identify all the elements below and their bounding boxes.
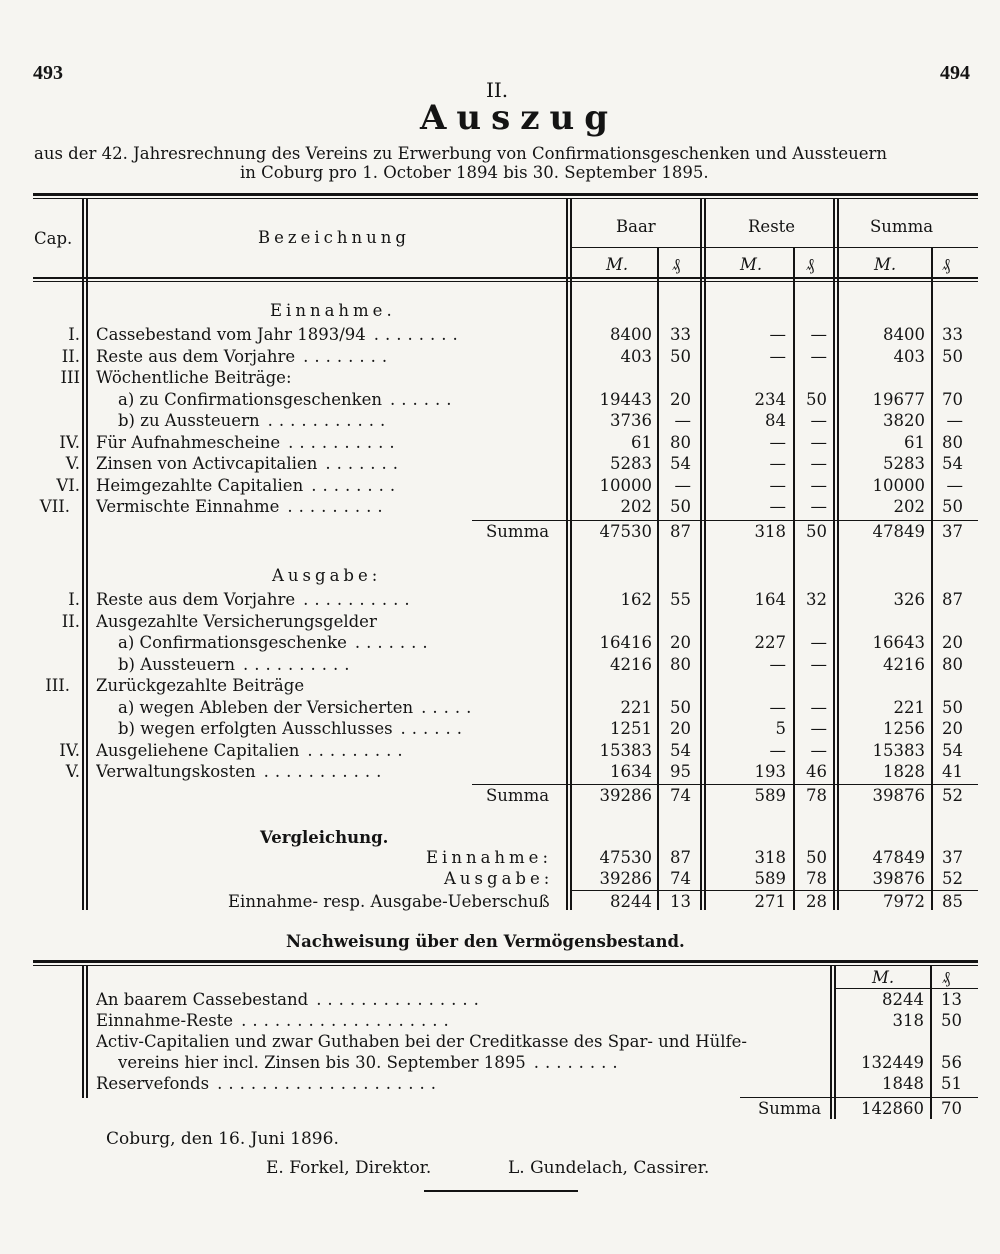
vergl-einnahme-baar-m: 47530 (599, 848, 652, 867)
ausgabe-row-summa-pf: 80 (942, 654, 963, 674)
ausgabe-row-baar-m: 221 (620, 697, 652, 717)
ausgabe-row-summa-m: 1828 (883, 762, 925, 781)
ausgabe-row-text: b) wegen erfolgten Ausschlusses (118, 719, 393, 738)
einnahme-row-summa-m: 19677 (872, 389, 925, 409)
ausgabe-row-dots: ......... (307, 740, 409, 760)
einnahme-row-baar-m: 403 (620, 346, 652, 366)
ausgabe-row-text: Zurückgezahlte Beiträge (96, 676, 305, 695)
nw-row-mark: 318 (892, 1011, 924, 1030)
einnahme-summa-reste-pf: 50 (806, 522, 827, 541)
einnahme-row-summa-m: 5283 (883, 454, 925, 473)
nw-header-pf: ₰ (942, 968, 951, 987)
einnahme-row-text: b) zu Aussteuern (118, 411, 260, 430)
einnahme-row-text: Vermischte Einnahme (96, 497, 280, 516)
nw-summa-rule (740, 1097, 978, 1098)
vergl-diff-summa-pf: 85 (942, 892, 963, 911)
einnahme-row-dots: ........... (267, 411, 392, 430)
ausgabe-row-reste-pf: — (810, 697, 827, 717)
ausgabe-summa-summa-m: 39876 (872, 786, 925, 805)
einnahme-row-cap: I. (68, 325, 80, 344)
einnahme-row-baar-pf: 54 (670, 454, 691, 473)
nw-row-dots: .................... (217, 1074, 442, 1093)
einnahme-row-dots: ........ (373, 325, 464, 344)
vergleichung-heading: Vergleichung. (260, 828, 389, 847)
einnahme-row-label (96, 476, 562, 495)
ausgabe-row-summa-pf: 41 (942, 762, 963, 781)
signature-cashier: L. Gundelach, Cassirer. (508, 1158, 710, 1178)
einnahme-row-baar-pf: 80 (670, 432, 691, 452)
einnahme-summa-label: Summa (486, 522, 550, 541)
ausgabe-row-summa-pf: 50 (942, 697, 963, 717)
einnahme-row-baar-m: 19443 (599, 389, 652, 409)
ausgabe-row-reste-pf: 32 (806, 590, 827, 609)
einnahme-summa-summa-m: 47849 (872, 522, 925, 541)
nw-summa-pf: 70 (941, 1099, 962, 1118)
einnahme-row-summa-m: 61 (904, 432, 925, 452)
nw-row-pf: 51 (941, 1074, 962, 1093)
einnahme-row-text: Zinsen von Activcapitalien (96, 454, 318, 473)
ausgabe-row-text: b) Aussteuern (118, 654, 236, 674)
einnahme-row-label (96, 433, 562, 452)
einnahme-row-label (96, 454, 562, 473)
ausgabe-row-label (96, 741, 562, 760)
nw-summa-mark: 142860 (861, 1099, 924, 1118)
einnahme-row-reste-m: — (769, 475, 786, 495)
ausgabe-row-baar-pf: 95 (670, 762, 691, 781)
einnahme-row-cap: V. (65, 454, 80, 473)
einnahme-row-baar-m: 8400 (610, 325, 652, 344)
ausgabe-row-summa-pf: 20 (942, 719, 963, 738)
ausgabe-row-baar-m: 1634 (610, 762, 652, 781)
ausgabe-row-baar-m: 1251 (610, 719, 652, 738)
einnahme-summa-baar-m: 47530 (599, 522, 652, 541)
header-bezeichnung: Bezeichnung (258, 228, 410, 247)
einnahme-row-reste-pf: — (810, 411, 827, 430)
ausgabe-row-reste-m: — (769, 697, 786, 717)
ausgabe-row-cap: II. (61, 611, 80, 631)
ausgabe-row-baar-pf: 50 (670, 697, 691, 717)
vergl-einnahme-baar-pf: 87 (670, 848, 691, 867)
nw-row-mark: 132449 (861, 1053, 924, 1072)
ausgabe-row-baar-pf: 80 (670, 654, 691, 674)
col-line-cap-2 (86, 199, 88, 910)
einnahme-row-reste-m: 234 (754, 389, 786, 409)
ausgabe-row-dots: .......... (243, 654, 356, 674)
einnahme-row-summa-m: 8400 (883, 325, 925, 344)
place-date: Coburg, den 16. Juni 1896. (106, 1129, 339, 1149)
nw-header-mark: M. (872, 968, 895, 987)
einnahme-row-summa-m: 3820 (883, 411, 925, 430)
nw-row-dots: ............... (316, 990, 485, 1009)
vergl-diff-baar-m: 8244 (610, 892, 652, 911)
einnahme-row-text: Heimgezahlte Capitalien (96, 475, 304, 495)
einnahme-row-label (96, 347, 562, 366)
vergl-diff-baar-pf: 13 (670, 892, 691, 911)
einnahme-row-summa-pf: 33 (942, 325, 963, 344)
einnahme-row-summa-pf: 54 (942, 454, 963, 473)
vergl-ausgabe-reste-m: 589 (754, 869, 786, 888)
vergleichung-diff-label: Einnahme- resp. Ausgabe-Ueberschuß (228, 892, 550, 911)
ausgabe-row-summa-pf: 87 (942, 590, 963, 609)
ausgabe-row-reste-pf: — (810, 719, 827, 738)
nw-row-text: An baarem Cassebestand (96, 990, 309, 1009)
nw-line-left (82, 966, 84, 1098)
ausgabe-row-baar-m: 16416 (599, 633, 652, 652)
einnahme-row-reste-pf: 50 (806, 389, 827, 409)
ausgabe-row-label (96, 762, 562, 781)
nw-line-left-2 (86, 966, 88, 1098)
einnahme-row-reste-m: — (769, 325, 786, 344)
nw-header-rule (834, 988, 978, 989)
ausgabe-row-label (96, 612, 562, 631)
header-reste-pf: ₰ (806, 255, 815, 274)
einnahme-summa-summa-pf: 37 (942, 522, 963, 541)
nw-row-label (96, 1011, 826, 1030)
ausgabe-row-label (96, 590, 562, 609)
einnahme-row-text: Reste aus dem Vorjahre (96, 346, 296, 366)
ausgabe-row-label (118, 698, 562, 717)
einnahme-row-label (96, 368, 562, 387)
ausgabe-row-baar-pf: 54 (670, 740, 691, 760)
einnahme-row-dots: ........ (303, 346, 394, 366)
header-baar-mark: M. (606, 255, 629, 274)
einnahme-row-baar-pf: 50 (670, 346, 691, 366)
ausgabe-summa-reste-pf: 78 (806, 786, 827, 805)
ausgabe-row-reste-pf: — (810, 633, 827, 652)
einnahme-row-summa-m: 202 (893, 497, 925, 516)
einnahme-row-baar-m: 5283 (610, 454, 652, 473)
vergl-diff-reste-m: 271 (754, 892, 786, 911)
nw-row-label-2 (118, 1053, 826, 1072)
header-baar-pf: ₰ (672, 255, 681, 274)
nachweisung-top-rule (33, 960, 978, 963)
ausgabe-row-reste-m: — (769, 654, 786, 674)
ausgabe-row-dots: .......... (303, 590, 416, 609)
nw-summa-label: Summa (758, 1099, 822, 1118)
ausgabe-row-baar-m: 4216 (610, 654, 652, 674)
einnahme-row-text: Für Aufnahmescheine (96, 432, 281, 452)
nw-row-dots-2: ........ (533, 1053, 624, 1072)
einnahme-row-reste-m: — (769, 497, 786, 516)
ausgabe-row-cap: III. (45, 676, 70, 695)
einnahme-row-reste-m: — (769, 432, 786, 452)
einnahme-row-dots: ........ (311, 475, 402, 495)
table-top-rule (33, 193, 978, 196)
ausgabe-row-summa-m: 1256 (883, 719, 925, 738)
einnahme-row-text: a) zu Confirmationsgeschenken (118, 389, 383, 409)
einnahme-summa-reste-m: 318 (754, 522, 786, 541)
nachweisung-heading: Nachweisung über den Vermögensbestand. (286, 932, 685, 951)
header-cap: Cap. (34, 229, 73, 248)
einnahme-row-reste-m: — (769, 346, 786, 366)
ausgabe-row-reste-m: 164 (754, 590, 786, 609)
ausgabe-row-reste-pf: 46 (806, 762, 827, 781)
einnahme-row-text: Wöchentliche Beiträge: (96, 368, 292, 387)
einnahme-row-baar-m: 202 (620, 497, 652, 516)
ausgabe-summa-label: Summa (486, 786, 550, 805)
einnahme-row-label (96, 497, 562, 516)
vergl-einnahme-summa-m: 47849 (872, 848, 925, 867)
ausgabe-row-baar-m: 15383 (599, 740, 652, 760)
ausgabe-row-reste-m: 5 (775, 719, 786, 738)
header-reste-mark: M. (740, 255, 763, 274)
vergl-ausgabe-baar-m: 39286 (599, 869, 652, 888)
header-summa-pf: ₰ (942, 255, 951, 274)
nw-row-text: Einnahme-Reste (96, 1011, 234, 1030)
einnahme-row-dots: ...... (390, 389, 458, 409)
einnahme-row-baar-pf: — (674, 411, 691, 430)
ausgabe-row-dots: ..... (421, 697, 478, 717)
header-summa-mark: M. (874, 255, 897, 274)
nw-row-mark: 8244 (882, 990, 924, 1009)
header-baar: Baar (616, 217, 656, 236)
ausgabe-summa-reste-m: 589 (754, 786, 786, 805)
ausgabe-row-summa-m: 221 (893, 697, 925, 717)
ausgabe-row-baar-m: 162 (620, 590, 652, 609)
nw-row-pf: 13 (941, 990, 962, 1009)
nw-row-text: Reservefonds (96, 1074, 210, 1093)
ausgabe-row-summa-m: 326 (893, 590, 925, 609)
vergl-einnahme-summa-pf: 37 (942, 848, 963, 867)
subtitle-line-2: in Coburg pro 1. October 1894 bis 30. September 1895. (240, 163, 709, 182)
vergl-diff-summa-m: 7972 (883, 892, 925, 911)
einnahme-row-reste-pf: — (810, 454, 827, 473)
ausgabe-row-text: Ausgeliehene Capitalien (96, 740, 300, 760)
ausgabe-summa-rule (472, 784, 978, 785)
ausgabe-row-summa-pf: 54 (942, 740, 963, 760)
einnahme-row-summa-pf: — (946, 411, 963, 430)
einnahme-row-baar-pf: — (674, 475, 691, 495)
header-summa: Summa (870, 217, 934, 236)
vergl-diff-reste-pf: 28 (806, 892, 827, 911)
ausgabe-heading: Ausgabe: (272, 566, 382, 585)
ausgabe-row-reste-pf: — (810, 654, 827, 674)
ausgabe-summa-baar-m: 39286 (599, 786, 652, 805)
nw-row-label (96, 990, 826, 1009)
signature-director: E. Forkel, Direktor. (266, 1158, 432, 1178)
einnahme-row-label (118, 390, 562, 409)
einnahme-row-reste-pf: — (810, 346, 827, 366)
nw-row-label (96, 1032, 826, 1051)
section-number: II. (486, 78, 509, 102)
ausgabe-row-summa-m: 16643 (872, 633, 925, 652)
nw-row-mark: 1848 (882, 1074, 924, 1093)
header-sub-rule (570, 247, 978, 248)
ausgabe-row-dots: ........... (263, 762, 388, 781)
nw-row-label (96, 1074, 826, 1093)
col-line-cap (82, 199, 84, 910)
col-line-baar (700, 199, 702, 910)
vergl-ausgabe-baar-pf: 74 (670, 869, 691, 888)
nw-row-text-2: vereins hier incl. Zinsen bis 30. September 1895 (118, 1053, 526, 1072)
einnahme-row-baar-m: 10000 (599, 475, 652, 495)
einnahme-row-reste-m: 84 (765, 411, 786, 430)
ausgabe-row-reste-m: 193 (754, 762, 786, 781)
einnahme-row-summa-pf: 50 (942, 346, 963, 366)
subtitle-line-1: aus der 42. Jahresrechnung des Vereins zu Erwerbung von Confirmationsgeschenken und Aussteuern (34, 144, 888, 163)
ausgabe-row-dots: ...... (400, 719, 469, 738)
ausgabe-row-summa-pf: 20 (942, 633, 963, 652)
ausgabe-row-label (96, 676, 562, 695)
col-line-reste (833, 199, 835, 910)
einnahme-row-summa-pf: 70 (942, 389, 963, 409)
ausgabe-row-cap: IV. (59, 740, 80, 760)
vergl-ausgabe-reste-pf: 78 (806, 869, 827, 888)
ausgabe-row-reste-pf: — (810, 740, 827, 760)
einnahme-row-baar-pf: 50 (670, 497, 691, 516)
ausgabe-row-baar-pf: 20 (670, 633, 691, 652)
ausgabe-row-text: a) Confirmationsgeschenke (118, 633, 347, 652)
vergl-ausgabe-summa-m: 39876 (872, 869, 925, 888)
ausgabe-row-label (118, 633, 562, 652)
einnahme-row-reste-pf: — (810, 325, 827, 344)
col-line-text (566, 199, 568, 910)
nw-row-pf: 56 (941, 1053, 962, 1072)
page-number-left: 493 (33, 62, 63, 84)
einnahme-row-baar-m: 61 (631, 432, 652, 452)
ausgabe-row-label (118, 719, 562, 738)
einnahme-row-summa-pf: — (946, 475, 963, 495)
einnahme-row-baar-m: 3736 (610, 411, 652, 430)
nw-row-pf: 50 (941, 1011, 962, 1030)
einnahme-row-dots: ....... (325, 454, 405, 473)
einnahme-row-reste-pf: — (810, 497, 827, 516)
ausgabe-row-text: a) wegen Ableben der Versicherten (118, 697, 414, 717)
ausgabe-row-label (118, 655, 562, 674)
einnahme-row-reste-pf: — (810, 432, 827, 452)
ausgabe-row-text: Ausgezahlte Versicherungsgelder (96, 611, 377, 631)
einnahme-row-label (96, 325, 562, 344)
vergl-einnahme-reste-m: 318 (754, 848, 786, 867)
einnahme-row-summa-m: 403 (893, 346, 925, 366)
ausgabe-row-text: Reste aus dem Vorjahre (96, 590, 296, 609)
einnahme-row-cap: IV. (59, 432, 80, 452)
einnahme-row-reste-pf: — (810, 475, 827, 495)
nw-row-text: Activ-Capitalien und zwar Guthaben bei der Creditkasse des Spar- und Hülfe- (96, 1032, 747, 1051)
ausgabe-row-reste-m: 227 (754, 633, 786, 652)
closing-rule (424, 1190, 578, 1192)
einnahme-row-baar-pf: 33 (670, 325, 691, 344)
einnahme-row-dots: .......... (288, 432, 401, 452)
einnahme-row-cap: VII. (39, 497, 70, 516)
einnahme-row-dots: ......... (287, 497, 389, 516)
ausgabe-summa-summa-pf: 52 (942, 786, 963, 805)
document-title: Auszug (420, 98, 619, 138)
vergleichung-einnahme-label: Einnahme: (426, 848, 553, 867)
einnahme-row-cap: II. (61, 346, 80, 366)
einnahme-row-summa-pf: 50 (942, 497, 963, 516)
einnahme-row-text: Cassebestand vom Jahr 1893/94 (96, 325, 366, 344)
einnahme-row-reste-m: — (769, 454, 786, 473)
einnahme-row-label (118, 411, 562, 430)
ausgabe-row-text: Verwaltungskosten (96, 762, 256, 781)
vergleichung-ausgabe-label: Ausgabe: (444, 869, 554, 888)
ausgabe-row-summa-m: 15383 (872, 740, 925, 760)
vergl-ausgabe-summa-pf: 52 (942, 869, 963, 888)
einnahme-summa-baar-pf: 87 (670, 522, 691, 541)
ausgabe-row-cap: V. (65, 762, 80, 781)
einnahme-row-baar-pf: 20 (670, 389, 691, 409)
vergleichung-rule (570, 890, 978, 891)
ausgabe-row-reste-m: — (769, 740, 786, 760)
nw-row-dots: ................... (241, 1011, 455, 1030)
ausgabe-row-dots: ....... (354, 633, 434, 652)
vergl-einnahme-reste-pf: 50 (806, 848, 827, 867)
nachweisung-top-rule-thin (33, 965, 978, 966)
einnahme-row-cap: III (60, 368, 80, 387)
einnahme-row-summa-pf: 80 (942, 432, 963, 452)
ausgabe-row-baar-pf: 20 (670, 719, 691, 738)
ausgabe-summa-baar-pf: 74 (670, 786, 691, 805)
ausgabe-row-cap: I. (68, 590, 80, 609)
page-number-right: 494 (940, 62, 970, 84)
header-reste: Reste (748, 217, 796, 236)
einnahme-heading: Einnahme. (270, 301, 396, 320)
einnahme-row-summa-m: 10000 (872, 475, 925, 495)
einnahme-row-cap: VI. (56, 475, 80, 495)
einnahme-summa-rule (472, 520, 978, 521)
ausgabe-row-baar-pf: 55 (670, 590, 691, 609)
ausgabe-row-summa-m: 4216 (883, 654, 925, 674)
